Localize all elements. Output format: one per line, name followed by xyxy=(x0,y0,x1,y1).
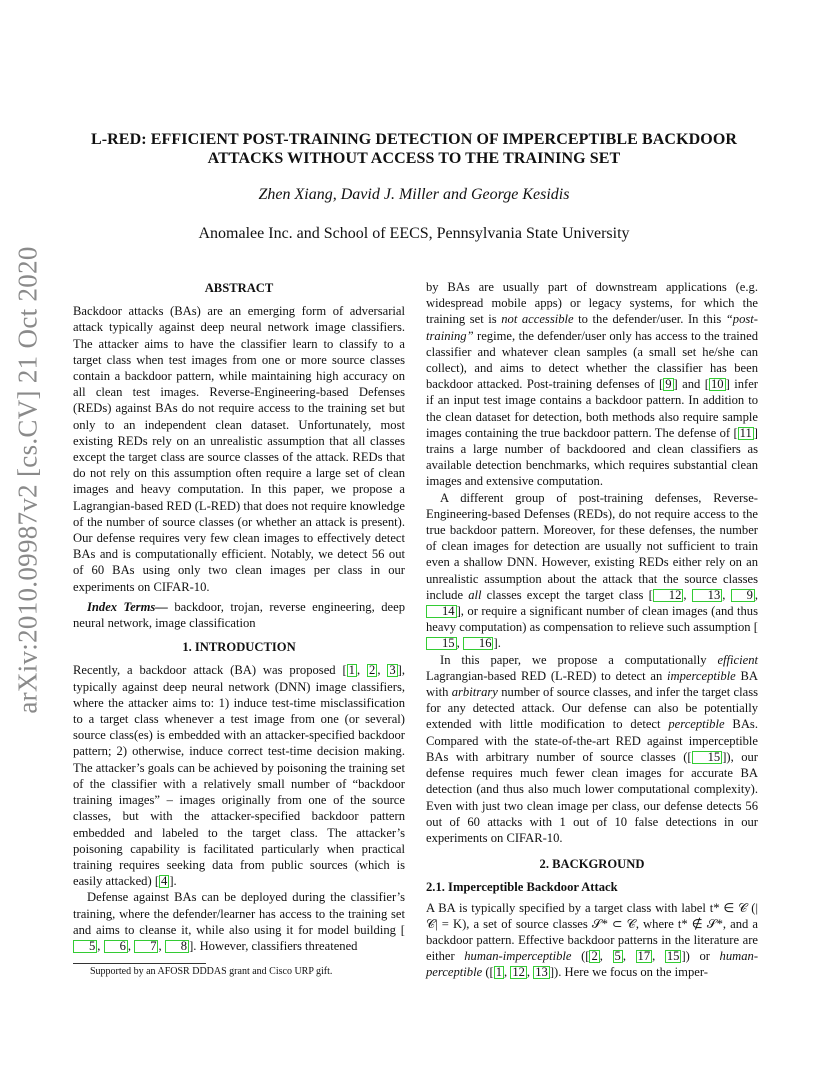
text-run: trains a large number of backdoored and clean classifiers as available detection benchmarks, which requires substantial clean images and extensive computation. xyxy=(426,442,758,489)
text-run: Lagrangian-based RED (L-RED) to detect an xyxy=(426,668,667,683)
citation-link[interactable]: 4 xyxy=(161,874,168,889)
text-run: In this paper, we propose a computationally xyxy=(440,652,718,667)
abstract-text: Backdoor attacks (BAs) are an emerging form of adversarial attack typically against deep neural network image classifiers. The attacker aims to have the classifier learn to classify to a target class when test images from one or more source classes contain a backdoor pattern, while maintaining high accuracy on all clean test images. Reverse-Engineering-based Defenses (REDs) against BAs do not require access to the training set but only to an independent clean dataset. Unfortunately, most existing REDs rely on an unrealistic assumption that all classes except the target class are source classes of the attack. REDs that do not rely on this assumption often require a large set of clean images and heavy computation. In this paper, we propose a Lagrangian-based RED (L-RED) that does not require knowledge of the number of source classes (or whether an attack is present). Our defense requires very few clean images to effectively detect BAs and is computationally efficient. Notably, we detect 56 out of 60 BAs using only two clean images per class in our experiments on CIFAR-10. xyxy=(73,304,405,594)
text-run: not accessible xyxy=(501,312,574,327)
left-column xyxy=(73,280,405,954)
citation-link[interactable]: 13 xyxy=(535,965,548,980)
citation-link[interactable]: 9 xyxy=(731,589,755,602)
text-run: human-imperceptible xyxy=(464,949,572,964)
text-run: Defense against BAs can be deployed during the classifier’s training, where the defender/learner has access to the training set and aims to cleanse it, while also using it for model building xyxy=(73,890,405,937)
title-line-2: ATTACKS WITHOUT ACCESS TO THE TRAINING SET xyxy=(207,150,621,167)
text-run: A different group of post-training defenses, Reverse-Engineering-based Defenses (REDs), do not require access to the true backdoor pattern. Moreover, for these defenses, the number of clean images for detection are usually not sufficient to train even a shallow DNN. However, existing REDs either rely on an unrealistic assumption about the attack that the source classes include xyxy=(426,490,758,602)
text-run: Recently, a backdoor attack (BA) was proposed xyxy=(73,663,343,678)
text-run: all xyxy=(468,587,482,602)
text-run: arbitrary xyxy=(451,685,498,700)
paper-title xyxy=(60,130,768,168)
text-run: human-perceptible xyxy=(426,949,759,980)
text-run: and xyxy=(677,377,705,392)
intro-paragraph-1: Recently, a backdoor attack (BA) was proposed [ 1 , 2 , 3 ], typically against deep neural network (DNN) image classifiers, where the attacker aims to: 1) induce test-time misclassification to a target class whenever a test image from one (or several) source class(es) is embedded with an attacker-specified backdoor pattern; 2) otherwise, induce correct test-time decision making. The attacker’s goals can be achieved by poisoning the training set of the classifier with a relatively small number of “backdoor training images” – images originally from one of the source classes, but with the attacker-specified backdoor pattern embedded and labeled to the target class. The attacker’s poisoning capability is facilitated particularly when practical training requires seeking data from public sources (which is easily attacked) [ 4 ]. xyxy=(73,663,406,889)
text-run: infer if an input test image contains a backdoor pattern. In addition to the clean dataset for detection, both methods also require sample images containing the true backdoor pattern. The defense of xyxy=(426,377,758,440)
text-run: “post-training” xyxy=(426,312,758,343)
citation-link[interactable]: 17 xyxy=(637,949,651,964)
right-paragraph-4: A BA is typically specified by a target class with label t* ∈ 𝒞 (|𝒞| = K), a set of source classes 𝒮* ⊂ 𝒞, where t* ∉ 𝒮*, and a backdoor pattern. Effective backdoor patterns in the literature are either human-imperceptible ([ 2 , 5 , 17 , 15 ]) or human-perceptible ([ 1 , 12 , 13 ]). Here we focus on the imper- xyxy=(426,900,759,980)
text-run: BA with xyxy=(426,668,758,700)
right-paragraph-1: by BAs are usually part of downstream applications (e.g. widespread mobile apps) or legacy systems, for which the training set is not accessible to the defender/user. In this “post-training” regime, the defender/user only has access to the trained classifier and whatever clean samples (a small set he/she can collect), and aims to detect whether the classifier has been backdoor attacked. Post-training defenses of [ 9 ] and [ 10 ] infer if an input test image contains a backdoor pattern. In addition to the clean dataset for detection, both methods also require sample images containing the true backdoor pattern. The defense of [ 11 ] trains a large number of backdoored and clean classifiers as available detection benchmarks, which requires substantial clean images and extensive computation. xyxy=(426,280,758,489)
citation-link[interactable]: 13 xyxy=(692,589,723,602)
citation-link[interactable]: 2 xyxy=(591,949,598,964)
citation-link[interactable]: 12 xyxy=(653,589,684,602)
citation-link[interactable]: 1 xyxy=(495,965,503,980)
text-run: ), our defense requires much fewer clean images for accurate BA detection (and thus also much lower computational complexity). Even with just two clean image per class, our defense detects 56 out of 60 attacks with 1 out of 10 false detections in our experiments on CIFAR-10. xyxy=(426,749,759,845)
index-terms xyxy=(73,599,405,631)
citation-link[interactable]: 16 xyxy=(463,637,494,650)
citation-link[interactable]: 5 xyxy=(614,949,621,964)
citation-link[interactable]: 2 xyxy=(369,663,376,678)
text-run: BAs. Compared with the state-of-the-art RED against imperceptible BAs with arbitrary number of source classes ( xyxy=(426,717,758,764)
citation-link[interactable]: 7 xyxy=(134,940,158,953)
index-terms-text: backdoor, trojan, reverse engineering, deep neural network, image classification xyxy=(73,599,405,631)
text-run: . xyxy=(173,874,177,889)
citation-link[interactable]: 15 xyxy=(666,949,680,964)
citation-link[interactable]: 6 xyxy=(104,940,128,953)
citation-link[interactable]: 9 xyxy=(665,377,672,392)
intro-paragraph-2: Defense against BAs can be deployed during the classifier’s training, where the defender/learner has access to the training set and aims to cleanse it, while also using it for model building [5 , 6 , 7 , 8 ]. However, classifiers threatened xyxy=(73,890,405,953)
text-run: ) or xyxy=(685,949,720,964)
text-run: ( xyxy=(571,949,586,964)
citation-link[interactable]: 14 xyxy=(426,605,457,618)
text-run: number of source classes, and infer the target class for any detected attack. Our defense can also be potentially extended with little modification to detect xyxy=(426,685,758,732)
text-run: perceptible xyxy=(668,717,725,732)
citation-link[interactable]: 3 xyxy=(389,663,396,678)
citation-link[interactable]: 15 xyxy=(426,637,457,650)
text-run: , or require a significant number of clean images (and thus heavy computation) as compensation to relieve such assumption xyxy=(426,604,758,635)
text-run: . xyxy=(497,636,501,651)
text-run: by BAs are usually part of downstream applications (e.g. widespread mobile apps) or legacy systems, for which the training set is xyxy=(426,280,758,327)
text-run: classes except the target class xyxy=(481,587,649,602)
title-line-1: L-RED: EFFICIENT POST-TRAINING DETECTION OF IMPERCEPTIBLE BACKDOOR xyxy=(90,131,738,148)
right-column xyxy=(426,279,758,981)
citation-link[interactable]: 12 xyxy=(512,965,525,980)
index-terms-label: Index Terms— xyxy=(87,599,168,614)
introduction-heading: 1. INTRODUCTION xyxy=(182,640,296,655)
citation-link[interactable]: 1 xyxy=(348,663,355,678)
arxiv-identifier-text: arXiv:2010.09987v2 [cs.CV] 21 Oct 2020 xyxy=(12,246,43,714)
right-paragraph-3: In this paper, we propose a computationally efficient Lagrangian-based RED (L-RED) to detect an imperceptible BA with arbitrary number of source classes, and infer the target class for any detected attack. Our defense can also be potentially extended with little modification to detect perceptible BAs. Compared with the state-of-the-art RED against imperceptible BAs with arbitrary number of source classes ([ 15 ]), our defense requires much fewer clean images for accurate BA detection (and thus also much lower computational complexity). Even with just two clean image per class, our defense detects 56 out of 60 attacks with 1 out of 10 false detections in our experiments on CIFAR-10. xyxy=(426,652,759,845)
text-run: ( xyxy=(482,965,490,980)
text-run: ). Here we focus on the imper- xyxy=(554,965,708,980)
citation-link[interactable]: 8 xyxy=(165,940,189,953)
text-run: to the defender/user. In this xyxy=(573,312,726,327)
subsection-heading: 2.1. Imperceptible Backdoor Attack xyxy=(426,880,618,895)
text-run: efficient xyxy=(717,652,758,667)
text-run: A BA is typically specified by a target class with label t* ∈ 𝒞 (|𝒞| = K), a set of source classes 𝒮* ⊂ 𝒞, where t* ∉ 𝒮*, and a backdoor pattern. Effective backdoor patterns in the literature are either xyxy=(426,900,758,964)
text-run: . However, classifiers threatened xyxy=(193,938,358,953)
citation-link[interactable]: 11 xyxy=(739,425,752,440)
citation-link[interactable]: 5 xyxy=(73,940,97,953)
text-run: imperceptible xyxy=(666,668,736,683)
background-heading: 2. BACKGROUND xyxy=(539,857,645,872)
right-paragraph-2: A different group of post-training defenses, Reverse-Engineering-based Defenses (REDs), do not require access to the true backdoor pattern. Moreover, for these defenses, the number of clean images for detection are usually not sufficient to train even a shallow DNN. However, existing REDs either rely on an unrealistic assumption about the attack that the source classes include all classes except the target class [ 12 , 13 , 9 , 14 ], or require a significant number of clean images (and thus heavy computation) as compensation to relieve such assumption [15 , 16 ]. xyxy=(426,490,759,651)
affiliation: Anomalee Inc. and School of EECS, Pennsylvania State University xyxy=(198,225,630,242)
abstract-heading: ABSTRACT xyxy=(204,281,274,295)
text-run: , typically against deep neural network (DNN) image classifiers, where the attacker aims to: 1) induce test-time misclassification to a target class whenever a test image from one (or several) source class(es) is embedded with an attacker-specified backdoor pattern; 2) otherwise, induce correct test-time decision making. The attacker’s goals can be achieved by poisoning the training set of the classifier with a relatively small number of “backdoor training images” – images originally from one of the source classes, but with the attacker-specified backdoor pattern embedded and labeled to the target class. The attacker’s poisoning capability is facilitated particularly when practical training requires seeking data from public sources (which is easily attacked) xyxy=(73,663,406,889)
text-run: regime, the defender/user only has access to the trained classifier and whatever clean samples (a small set he/she can collect), and aims to detect whether the classifier has been backdoor attacked. Post-training defenses of xyxy=(426,328,758,392)
footnote-divider xyxy=(73,963,206,964)
footnote: Supported by an AFOSR DDDAS grant and Cisco URP gift. xyxy=(90,966,333,977)
citation-link[interactable]: 15 xyxy=(692,751,723,764)
citation-link[interactable]: 10 xyxy=(710,377,724,392)
authors: Zhen Xiang, David J. Miller and George Kesidis xyxy=(258,186,570,203)
arxiv-identifier xyxy=(6,246,50,714)
